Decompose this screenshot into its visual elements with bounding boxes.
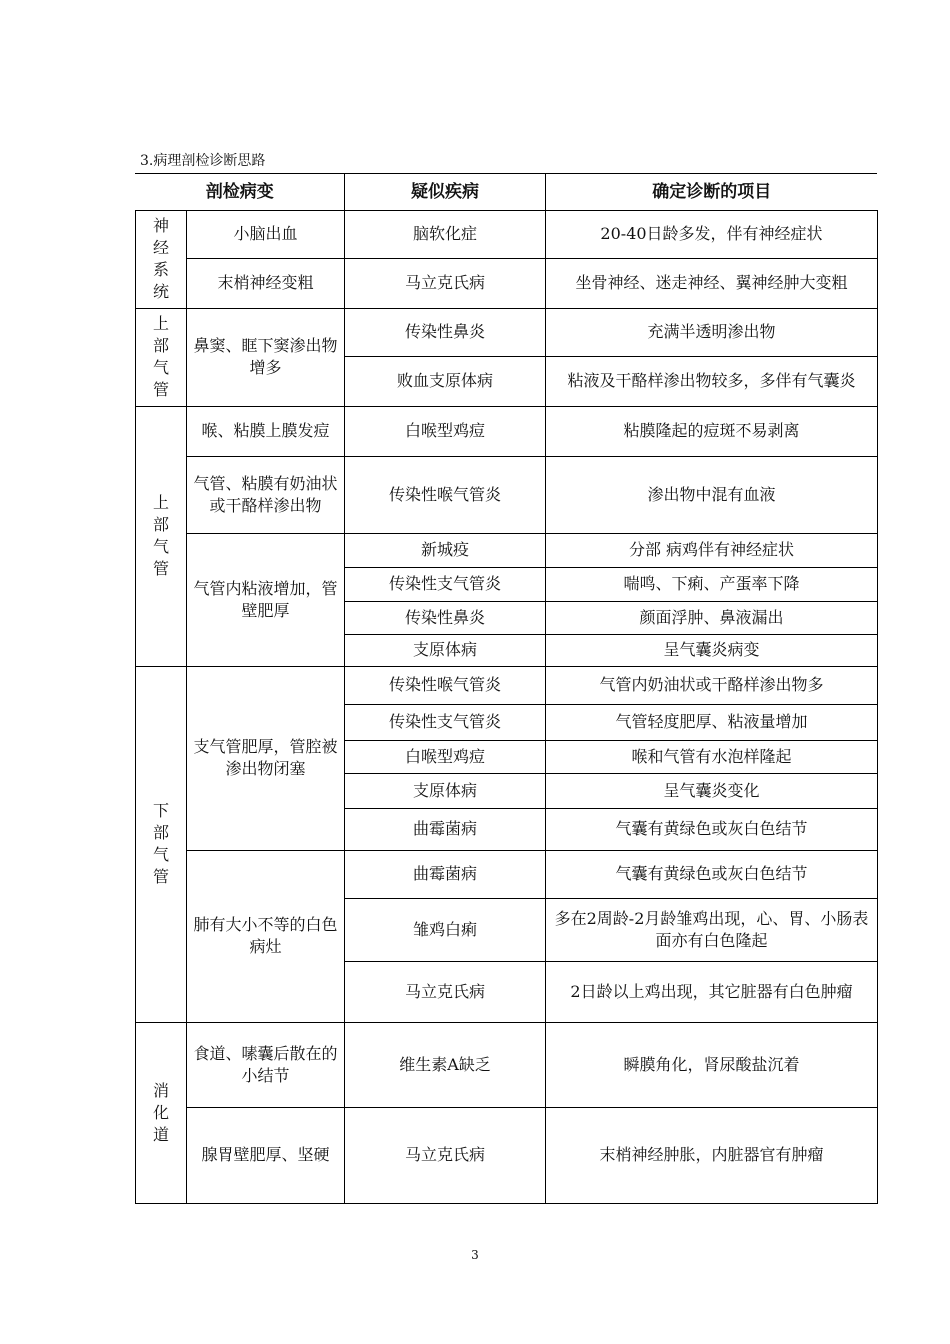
lesion-cell: 腺胃壁肥厚、坚硬 [187,1107,345,1203]
group-digestive-tract [136,1022,187,1203]
table-row [136,406,878,456]
table-row [136,1107,878,1203]
table-row [136,308,878,356]
disease-cell: 雏鸡白痢 [345,898,546,961]
header-disease: 疑似疾病 [345,174,546,210]
diagnosis-cell: 多在2周龄-2月龄雏鸡出现，心、胃、小肠表面亦有白色隆起 [546,898,878,961]
lesion-cell: 气管、粘膜有奶油状或干酪样渗出物 [187,456,345,533]
lesion-cell: 末梢神经变粗 [187,258,345,308]
diagnosis-cell: 渗出物中混有血液 [546,456,878,533]
diagnosis-cell: 呈气囊炎病变 [546,634,878,666]
group-label: 消 化 道 [152,1080,169,1144]
disease-cell: 马立克氏病 [345,961,546,1022]
disease-cell: 白喉型鸡痘 [345,406,546,456]
disease-cell: 马立克氏病 [345,258,546,308]
diagnosis-table [135,174,878,1204]
page-number: 3 [471,1248,479,1262]
table-row [136,210,878,258]
diagnosis-cell: 气囊有黄绿色或灰白色结节 [546,808,878,850]
diagnosis-cell: 充满半透明渗出物 [546,308,878,356]
disease-cell: 新城疫 [345,533,546,567]
lesion-cell: 食道、嗉囊后散在的小结节 [187,1022,345,1107]
header-lesion: 剖检病变 [136,174,345,210]
group-nervous-system [136,210,187,308]
lesion-cell: 肺有大小不等的白色病灶 [187,850,345,1022]
header-diagnosis: 确定诊断的项目 [546,174,878,210]
table-header-row [136,174,878,210]
disease-cell: 曲霉菌病 [345,850,546,898]
lesion-cell: 小脑出血 [187,210,345,258]
group-lower-airway [136,666,187,1022]
diagnosis-cell: 气管内奶油状或干酪样渗出物多 [546,666,878,704]
disease-cell: 马立克氏病 [345,1107,546,1203]
disease-cell: 传染性支气管炎 [345,567,546,601]
table-row [136,533,878,567]
diagnosis-cell: 2日龄以上鸡出现，其它脏器有白色肿瘤 [546,961,878,1022]
table-row [136,456,878,533]
diagnosis-cell: 分部 病鸡伴有神经症状 [546,533,878,567]
disease-cell: 传染性支气管炎 [345,704,546,740]
diagnosis-cell: 喉和气管有水泡样隆起 [546,740,878,773]
disease-cell: 败血支原体病 [345,356,546,406]
diagnosis-cell: 气囊有黄绿色或灰白色结节 [546,850,878,898]
diagnosis-cell: 20-40日龄多发，伴有神经症状 [546,210,878,258]
group-upper-airway-1 [136,308,187,406]
disease-cell: 白喉型鸡痘 [345,740,546,773]
diagnosis-cell: 喘鸣、下痢、产蛋率下降 [546,567,878,601]
table-row [136,1022,878,1107]
disease-cell: 曲霉菌病 [345,808,546,850]
diagnosis-cell: 粘液及干酪样渗出物较多，多伴有气囊炎 [546,356,878,406]
table-row [136,850,878,898]
disease-cell: 传染性喉气管炎 [345,456,546,533]
lesion-cell: 支气管肥厚，管腔被渗出物闭塞 [187,666,345,850]
diagnosis-cell: 末梢神经肿胀，内脏器官有肿瘤 [546,1107,878,1203]
diagnosis-cell: 瞬膜角化，肾尿酸盐沉着 [546,1022,878,1107]
disease-cell: 脑软化症 [345,210,546,258]
diagnosis-cell: 坐骨神经、迷走神经、翼神经肿大变粗 [546,258,878,308]
group-upper-airway-2 [136,406,187,666]
section-heading: 3.病理剖检诊断思路 [140,153,266,169]
diagnosis-cell: 气管轻度肥厚、粘液量增加 [546,704,878,740]
table-row [136,666,878,704]
lesion-cell: 鼻窦、眶下窦渗出物增多 [187,308,345,406]
group-label: 上 部 气 管 [152,493,169,578]
table-row [136,258,878,308]
group-label: 上 部 气 管 [152,314,169,399]
group-label: 下 部 气 管 [152,801,169,886]
group-label: 神 经 系 统 [152,216,169,301]
diagnosis-cell: 颜面浮肿、鼻液漏出 [546,601,878,634]
diagnosis-cell: 粘膜隆起的痘斑不易剥离 [546,406,878,456]
disease-cell: 支原体病 [345,634,546,666]
lesion-cell: 气管内粘液增加，管壁肥厚 [187,533,345,666]
disease-cell: 维生素A缺乏 [345,1022,546,1107]
disease-cell: 支原体病 [345,773,546,808]
disease-cell: 传染性鼻炎 [345,601,546,634]
lesion-cell: 喉、粘膜上膜发痘 [187,406,345,456]
disease-cell: 传染性鼻炎 [345,308,546,356]
diagnosis-cell: 呈气囊炎变化 [546,773,878,808]
disease-cell: 传染性喉气管炎 [345,666,546,704]
